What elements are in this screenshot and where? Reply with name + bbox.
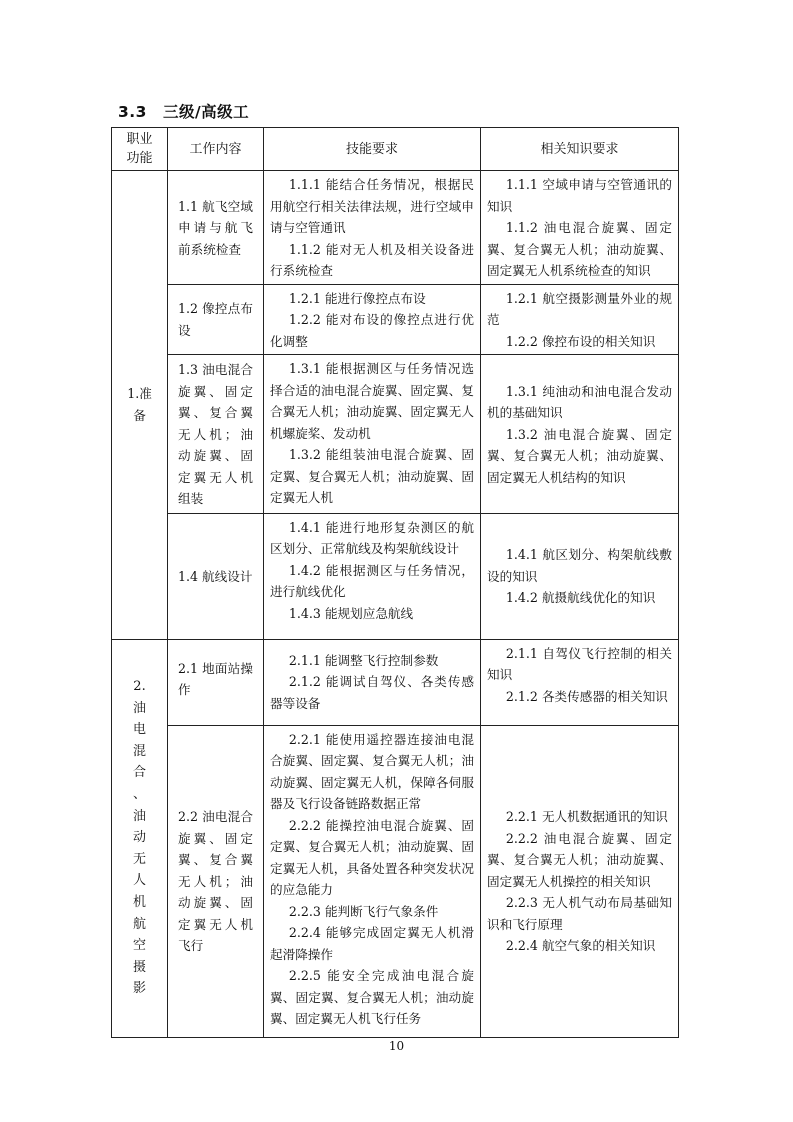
knowledge-cell xyxy=(481,513,679,639)
header-content: 工作内容 xyxy=(168,128,264,171)
content-cell: 2.1 地面站操作 xyxy=(168,639,264,725)
skill-item: 1.4.2 能根据测区与任务情况，进行航线优化 xyxy=(270,562,474,599)
knowledge-item: 1.4.2 航摄航线优化的知识 xyxy=(505,590,656,606)
table-row xyxy=(112,513,679,639)
function-cell-flight xyxy=(112,639,168,1037)
knowledge-item: 2.2.4 航空气象的相关知识 xyxy=(505,938,656,954)
knowledge-cell xyxy=(481,725,679,1037)
function-char: 人 xyxy=(132,873,146,889)
header-skills: 技能要求 xyxy=(264,128,481,171)
skill-item: 2.2.5 能安全完成油电混合旋翼、固定翼、复合翼无人机；油动旋翼、固定翼无人机飞行任务 xyxy=(270,968,474,1026)
function-char: 动 xyxy=(132,830,146,846)
skill-item: 1.2.2 能对布设的像控点进行优化调整 xyxy=(270,312,474,349)
skill-item: 1.2.1 能进行像控点布设 xyxy=(288,290,426,306)
header-knowledge: 相关知识要求 xyxy=(481,128,679,171)
content-cell: 2.2 油电混合旋翼、固定翼、复合翼无人机；油动旋翼、固定翼无人机飞行 xyxy=(168,725,264,1037)
knowledge-item: 1.1.2 油电混合旋翼、固定翼、复合翼无人机；油动旋翼、固定翼无人机系统检查的知识 xyxy=(487,220,672,278)
skill-item: 1.1.1 能结合任务情况，根据民用航空行相关法律法规，进行空域申请与空管通讯 xyxy=(270,177,474,235)
skill-item: 1.4.3 能规划应急航线 xyxy=(288,605,414,621)
skill-item: 2.2.4 能够完成固定翼无人机滑起滑降操作 xyxy=(270,925,474,962)
knowledge-item: 1.3.2 油电混合旋翼、固定翼、复合翼无人机；油动旋翼、固定翼无人机结构的知识 xyxy=(487,426,672,485)
table-row xyxy=(112,284,679,355)
page-number: 10 xyxy=(388,1039,405,1053)
table-row xyxy=(112,639,679,725)
skill-item: 1.4.1 能进行地形复杂测区的航区划分、正常航线及构架航线设计 xyxy=(270,519,474,556)
header-function: 职业功能 xyxy=(112,128,168,171)
table-header-row xyxy=(112,128,679,171)
function-char: 机 xyxy=(132,894,146,910)
skill-item: 2.1.1 能调整飞行控制参数 xyxy=(288,652,439,668)
skills-cell xyxy=(264,284,481,355)
knowledge-cell xyxy=(481,171,679,285)
section-title: 3.3 三级/高级工 xyxy=(118,103,250,121)
content-cell: 1.3 油电混合旋翼、固定翼、复合翼无人机；油动旋翼、固定翼无人机组装 xyxy=(168,355,264,514)
knowledge-cell xyxy=(481,639,679,725)
skill-item: 1.3.1 能根据测区与任务情况选择合适的油电混合旋翼、固定翼、复合翼无人机；油动旋翼、固定翼无人机螺旋桨、发动机 xyxy=(270,361,474,441)
content-cell: 1.2 像控点布设 xyxy=(168,284,264,355)
skill-item: 1.1.2 能对无人机及相关设备进行系统检查 xyxy=(270,241,474,278)
function-char: 影 xyxy=(132,981,146,997)
content-cell: 1.1 航飞空域申请与航飞前系统检查 xyxy=(168,171,264,285)
knowledge-item: 1.2.1 航空摄影测量外业的规范 xyxy=(487,290,672,327)
skill-item: 1.3.2 能组装油电混合旋翼、固定翼、复合翼无人机；油动旋翼、固定翼无人机 xyxy=(270,447,474,505)
skills-cell xyxy=(264,171,481,285)
skill-item: 2.1.2 能调试自驾仪、各类传感器等设备 xyxy=(270,674,474,711)
function-char: 2. xyxy=(133,679,146,695)
occupational-standards-table xyxy=(111,127,679,1038)
knowledge-item: 1.4.1 航区划分、构架航线敷设的知识 xyxy=(487,547,672,584)
knowledge-item: 2.2.1 无人机数据通讯的知识 xyxy=(505,809,668,825)
function-cell-prep: 1.准备 xyxy=(112,171,168,640)
knowledge-item: 2.1.1 自驾仪飞行控制的相关知识 xyxy=(487,645,672,682)
function-char: 油 xyxy=(132,700,146,716)
knowledge-item: 1.2.2 像控布设的相关知识 xyxy=(505,333,656,349)
content-cell: 1.4 航线设计 xyxy=(168,513,264,639)
table-row xyxy=(112,355,679,514)
function-char: 合 xyxy=(132,765,146,781)
function-char: 、 xyxy=(132,787,146,803)
function-char: 电 xyxy=(132,722,146,738)
skill-item: 2.2.1 能使用遥控器连接油电混合旋翼、固定翼、复合翼无人机；油动旋翼、固定翼无人机，保障各伺服器及飞行设备链路数据正常 xyxy=(270,731,474,811)
skills-cell xyxy=(264,639,481,725)
knowledge-item: 2.2.3 无人机气动布局基础知识和飞行原理 xyxy=(487,895,672,932)
skills-cell xyxy=(264,355,481,514)
knowledge-item: 1.1.1 空域申请与空管通讯的知识 xyxy=(487,177,672,214)
function-char: 航 xyxy=(132,916,146,932)
skills-cell xyxy=(264,513,481,639)
knowledge-cell xyxy=(481,355,679,514)
table-row xyxy=(112,725,679,1037)
function-char: 摄 xyxy=(132,959,146,975)
function-char: 混 xyxy=(132,743,146,759)
function-char: 空 xyxy=(132,938,146,954)
function-char: 油 xyxy=(132,808,146,824)
knowledge-item: 2.1.2 各类传感器的相关知识 xyxy=(505,688,668,704)
skills-cell xyxy=(264,725,481,1037)
knowledge-item: 1.3.1 纯油动和油电混合发动机的基础知识 xyxy=(487,383,672,420)
knowledge-item: 2.2.2 油电混合旋翼、固定翼、复合翼无人机；油动旋翼、固定翼无人机操控的相关知识 xyxy=(487,830,672,889)
skill-item: 2.2.2 能操控油电混合旋翼、固定翼、复合翼无人机；油动旋翼、固定翼无人机，具备处置各种突发状况的应急能力 xyxy=(270,817,474,897)
knowledge-cell xyxy=(481,284,679,355)
function-char: 无 xyxy=(132,851,146,867)
skill-item: 2.2.3 能判断飞行气象条件 xyxy=(288,903,439,919)
table-row xyxy=(112,171,679,285)
